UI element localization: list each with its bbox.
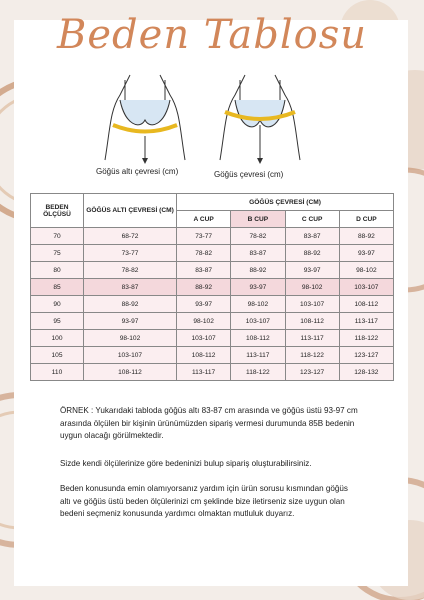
table-cell: 75 [31,245,84,262]
table-cell: 128-132 [339,364,393,381]
table-row [31,364,394,381]
table-cell: 118-122 [231,364,285,381]
bust-figure [210,70,310,165]
header-cup-b: B CUP [231,211,285,228]
table-cell: 113-117 [231,347,285,364]
table-cell: 90 [31,296,84,313]
table-cell: 78-82 [231,228,285,245]
table-cell: 83-87 [231,245,285,262]
table-cell: 108-112 [231,330,285,347]
table-cell: 83-87 [84,279,177,296]
table-cell: 70 [31,228,84,245]
table-cell: 98-102 [84,330,177,347]
table-cell: 113-117 [285,330,339,347]
table-row [31,347,394,364]
table-row [31,330,394,347]
table-cell: 108-112 [285,313,339,330]
table-cell: 93-97 [231,279,285,296]
table-cell: 108-112 [177,347,231,364]
table-row [31,245,394,262]
header-underbust: GÖĞÜS ALTI ÇEVRESİ (CM) [84,194,177,228]
table-cell: 123-127 [339,347,393,364]
table-cell: 103-107 [231,313,285,330]
table-cell: 103-107 [84,347,177,364]
table-row-highlighted [31,279,394,296]
table-cell: 113-117 [339,313,393,330]
table-cell: 73-77 [84,245,177,262]
table-cell: 93-97 [285,262,339,279]
header-cup-d: D CUP [339,211,393,228]
table-cell: 93-97 [339,245,393,262]
table-cell: 110 [31,364,84,381]
table-cell: 105 [31,347,84,364]
table-cell: 88-92 [231,262,285,279]
table-cell: 98-102 [285,279,339,296]
table-cell: 85 [31,279,84,296]
table-cell: 98-102 [339,262,393,279]
table-cell: 118-122 [339,330,393,347]
table-row [31,228,394,245]
table-row [31,296,394,313]
header-cup-a: A CUP [177,211,231,228]
table-cell: 100 [31,330,84,347]
table-cell: 78-82 [177,245,231,262]
table-cell: 73-77 [177,228,231,245]
instruction-paragraph: Sizde kendi ölçülerinize göre bedeninizi bulup sipariş oluşturabilirsiniz. [60,459,312,468]
size-table [30,193,394,381]
table-cell: 93-97 [84,313,177,330]
table-cell: 103-107 [285,296,339,313]
table-cell: 88-92 [285,245,339,262]
table-cell: 98-102 [231,296,285,313]
example-paragraph: ÖRNEK : Yukarıdaki tabloda göğüs altı 83-87 cm arasında ve göğüs üstü 93-97 cm arasında ölçülen bir kişinin ürünümüzden sipariş vermesi durumunda 85B bedenin uygun olacağı görülmektedir. [60,406,358,440]
table-cell: 103-107 [339,279,393,296]
header-size: BEDEN ÖLÇÜSÜ [31,194,84,228]
underbust-label: Göğüs altı çevresi (cm) [96,167,179,176]
underbust-figure [95,70,195,165]
table-cell: 95 [31,313,84,330]
header-bust: GÖĞÜS ÇEVRESİ (CM) [177,194,394,211]
table-cell: 108-112 [339,296,393,313]
table-cell: 93-97 [177,296,231,313]
table-cell: 88-92 [177,279,231,296]
table-cell: 78-82 [84,262,177,279]
table-cell: 108-112 [84,364,177,381]
table-cell: 98-102 [177,313,231,330]
bust-label: Göğüs çevresi (cm) [214,170,284,179]
table-cell: 123-127 [285,364,339,381]
header-cup-c: C CUP [285,211,339,228]
table-cell: 88-92 [339,228,393,245]
table-cell: 113-117 [177,364,231,381]
table-cell: 83-87 [285,228,339,245]
help-paragraph: Beden konusunda emin olamıyorsanız yardım için ürün sorusu kısmından göğüs altı ve göğüs üstü beden ölçülerinizi cm şeklinde bize iletirseniz size uygun olan bedeni seçmeniz konusunda yardımcı olmaktan mutluluk duyarız. [60,484,348,518]
page-title: Beden Tablosu [56,12,367,58]
table-row [31,313,394,330]
table-cell: 118-122 [285,347,339,364]
table-cell: 83-87 [177,262,231,279]
table-cell: 80 [31,262,84,279]
table-cell: 103-107 [177,330,231,347]
table-row [31,262,394,279]
table-cell: 68-72 [84,228,177,245]
table-cell: 88-92 [84,296,177,313]
